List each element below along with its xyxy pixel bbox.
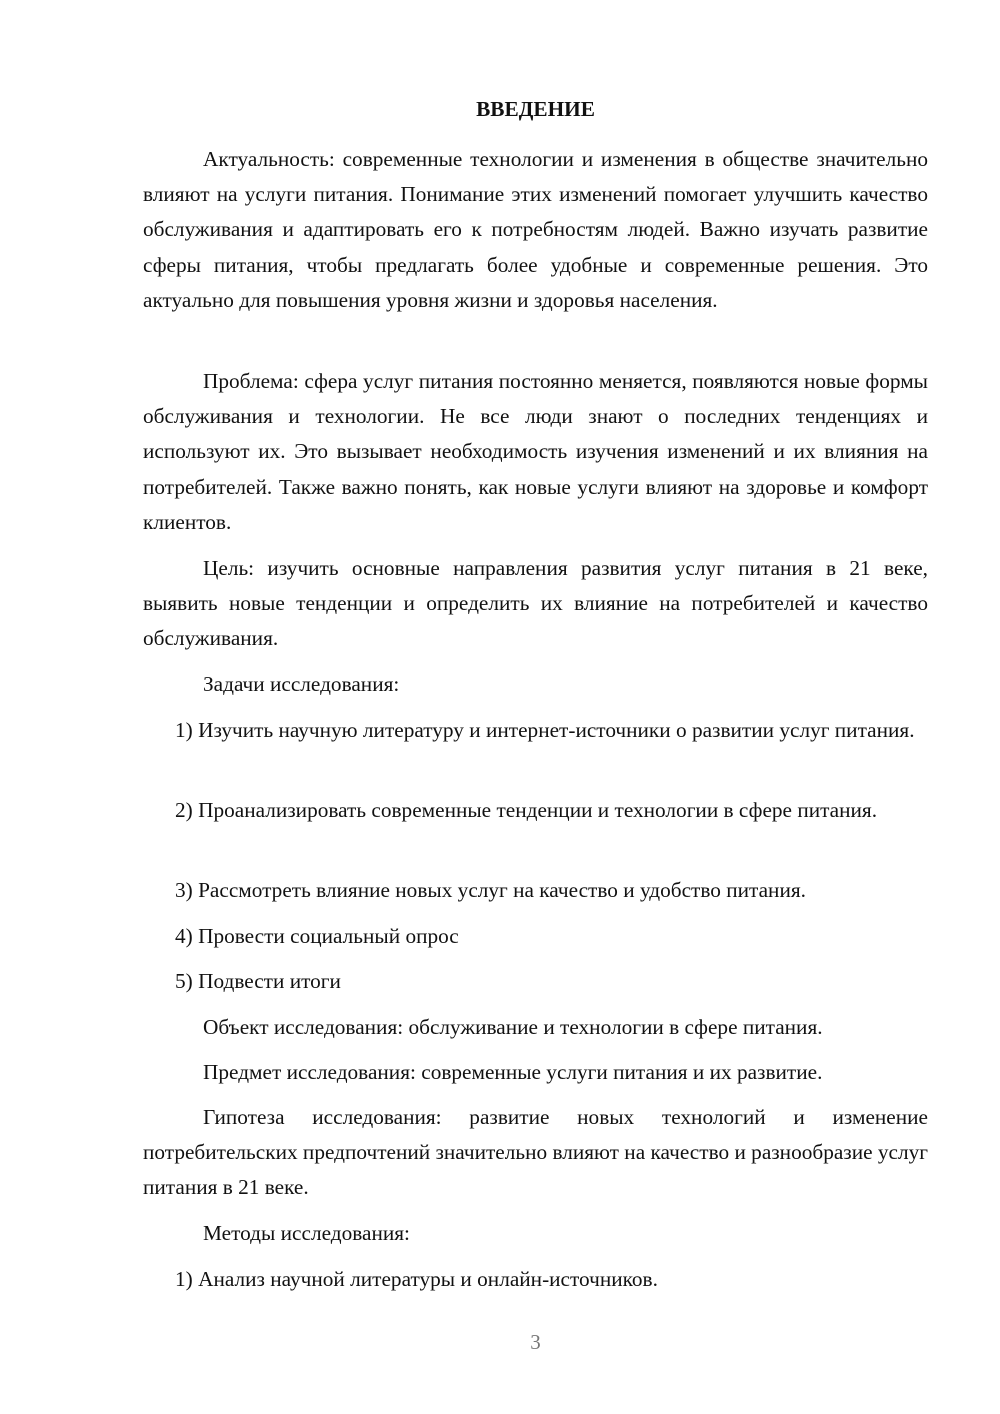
task-item-1: 1) Изучить научную литературу и интернет-источники о развитии услуг питания.: [175, 718, 915, 742]
object-paragraph: Объект исследования: обслуживание и технологии в сфере питания.: [203, 1015, 823, 1039]
document-page: [143, 0, 928, 1414]
task-item-2: 2) Проанализировать современные тенденции и технологии в сфере питания.: [175, 798, 878, 822]
hypothesis-paragraph: Гипотеза исследования: развитие новых технологий и изменение потребительских предпочтений значительно влияют на качество и разнообразие услуг питания в 21 веке.: [143, 1105, 929, 1200]
tasks-heading: Задачи исследования:: [203, 672, 400, 696]
relevance-paragraph: Актуальность: современные технологии и изменения в обществе значительно влияют на услуги питания. Понимание этих изменений помогает улучшить качество обслуживания и адаптировать его к потребностям людей. Важно изучать развитие сферы питания, чтобы предлагать более удобные и современные решения. Это актуально для повышения уровня жизни и здоровья населения.: [143, 147, 928, 312]
subject-paragraph: Предмет исследования: современные услуги питания и их развитие.: [203, 1060, 823, 1084]
goal-paragraph: Цель: изучить основные направления развития услуг питания в 21 веке, выявить новые тенденции и определить их влияние на потребителей и качество обслуживания.: [143, 556, 928, 651]
task-item-3: 3) Рассмотреть влияние новых услуг на качество и удобство питания.: [175, 878, 806, 902]
methods-heading: Методы исследования:: [203, 1221, 410, 1245]
task-item-4: 4) Провести социальный опрос: [175, 924, 459, 948]
page-number: 3: [530, 1330, 541, 1354]
method-item-1: 1) Анализ научной литературы и онлайн-источников.: [175, 1267, 658, 1291]
task-item-5: 5) Подвести итоги: [175, 969, 341, 993]
page-title: ВВЕДЕНИЕ: [476, 97, 595, 121]
problem-paragraph: Проблема: сфера услуг питания постоянно меняется, появляются новые формы обслуживания и технологии. Не все люди знают о последних тенденциях и используют их. Это вызывает необходимость изучения изменений и их влияния на потребителей. Также важно понять, как новые услуги влияют на здоровье и комфорт клиентов.: [143, 369, 928, 534]
